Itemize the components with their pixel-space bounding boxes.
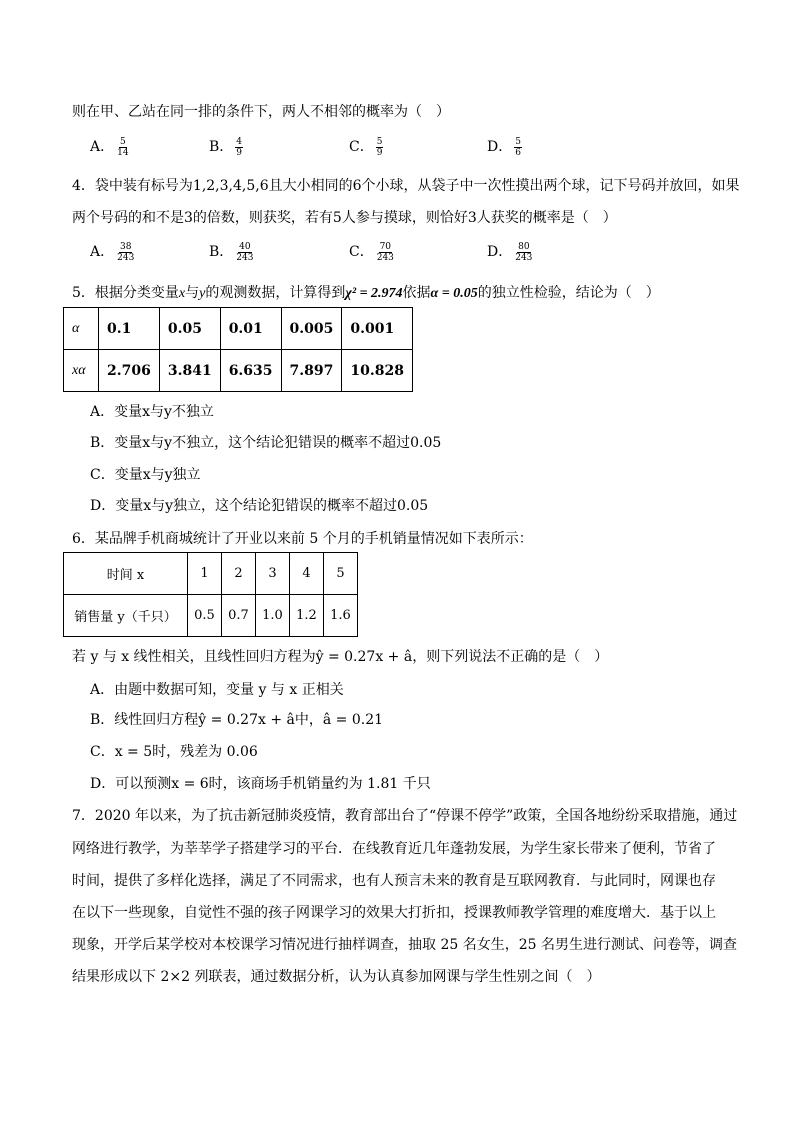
q3-option-d <box>487 136 522 158</box>
table-cell: 1.0 <box>256 595 290 637</box>
q6-option-a: A．由题中数据可知，变量 y 与 x 正相关 <box>90 682 344 698</box>
table-cell: 3.841 <box>159 350 220 392</box>
table-cell: 1.6 <box>324 595 358 637</box>
table-cell: 0.5 <box>188 595 222 637</box>
q4-line-1: 4．袋中装有标号为1,2,3,4,5,6且大小相同的6个小球，从袋子中一次性摸出两个球，记下号码并放回，如果 <box>72 178 740 194</box>
table-cell: 0.1 <box>99 308 160 350</box>
fraction: $\frac{5}{6}$ <box>515 136 521 158</box>
q6-option-b: B．线性回归方程ŷ = 0.27x + â中，â = 0.21 <box>90 712 384 728</box>
table-cell: 4 <box>290 553 324 595</box>
q7-line-2: 网络进行教学，为莘莘学子搭建学习的平台．在线教育近几年蓬勃发展，为学生家长带来了便利，节省了 <box>72 841 716 857</box>
option-label: B． <box>209 139 234 155</box>
table-cell: 7.897 <box>281 350 342 392</box>
table-cell: 销售量 y（千只） <box>64 595 188 637</box>
q5-critical-value-table <box>63 307 413 392</box>
q6-option-d: D．可以预测x = 6时，该商场手机销量约为 1.81 千只 <box>90 776 431 792</box>
fraction: $\frac{5}{14}$ <box>117 136 129 158</box>
fraction: $\frac{38}{243}$ <box>117 241 135 263</box>
table-cell: 0.005 <box>281 308 342 350</box>
q5-stem: 5．根据分类变量x与y的观测数据，计算得到χ² = 2.974依据α = 0.05的独立性检验，结论为（ ） <box>72 285 660 301</box>
table-cell: α <box>64 308 99 350</box>
table-cell: 0.05 <box>159 308 220 350</box>
q7-line-5: 现象，开学后某学校对本校课学习情况进行抽样调查，抽取 25 名女生，25 名男生进行测试、问卷等，调查 <box>72 937 737 953</box>
table-cell: xα <box>64 350 99 392</box>
fraction: $\frac{4}{9}$ <box>236 136 243 158</box>
table-row <box>64 595 358 637</box>
table-row <box>64 350 413 392</box>
option-label: D． <box>487 139 513 155</box>
fraction: $\frac{40}{243}$ <box>236 241 254 263</box>
table-cell: 1 <box>188 553 222 595</box>
table-cell: 0.001 <box>342 308 413 350</box>
q6-after-table: 若 y 与 x 线性相关，且线性回归方程为ŷ = 0.27x + â，则下列说法不正确的是（ ） <box>72 649 609 665</box>
q4-line-2: 两个号码的和不是3的倍数，则获奖，若有5人参与摸球，则恰好3人获奖的概率是（ ） <box>72 210 617 226</box>
table-cell: 5 <box>324 553 358 595</box>
fraction: $\frac{80}{243}$ <box>515 241 533 263</box>
q4-option-c <box>349 241 395 263</box>
table-cell: 时间 x <box>64 553 188 595</box>
q5-option-b: B．变量x与y不独立，这个结论犯错误的概率不超过0.05 <box>90 435 442 451</box>
table-cell: 0.01 <box>220 308 281 350</box>
q6-sales-table <box>63 552 358 637</box>
q7-line-1: 7．2020 年以来，为了抗击新冠肺炎疫情，教育部出台了“停课不停学”政策，全国各地纷纷采取措施，通过 <box>72 808 738 824</box>
q3-option-b <box>209 136 243 158</box>
q4-option-a <box>90 241 135 263</box>
q4-option-d <box>487 241 533 263</box>
table-cell: 0.7 <box>222 595 256 637</box>
option-label: C． <box>349 139 374 155</box>
q7-line-4: 在以下一些现象，自觉性不强的孩子网课学习的效果大打折扣，授课教师教学管理的难度增大．基于以上 <box>72 905 716 921</box>
q6-stem: 6．某品牌手机商城统计了开业以来前 5 个月的手机销量情况如下表所示： <box>72 531 533 547</box>
q7-line-3: 时间，提供了多样化选择，满足了不同需求，也有人预言未来的教育是互联网教育．与此同时，网课也存 <box>72 873 716 889</box>
table-cell: 1.2 <box>290 595 324 637</box>
table-row <box>64 553 358 595</box>
q3-option-c <box>349 136 383 158</box>
option-label: D． <box>487 244 513 260</box>
q3-stem: 则在甲、乙站在同一排的条件下，两人不相邻的概率为（ ） <box>72 104 450 120</box>
q5-option-a: A．变量x与y不独立 <box>90 404 214 420</box>
table-row <box>64 308 413 350</box>
fraction: $\frac{70}{243}$ <box>376 241 394 263</box>
option-label: B． <box>209 244 234 260</box>
table-cell: 2 <box>222 553 256 595</box>
table-cell: 6.635 <box>220 350 281 392</box>
q5-option-d: D．变量x与y独立，这个结论犯错误的概率不超过0.05 <box>90 498 429 514</box>
q5-option-c: C．变量x与y独立 <box>90 467 201 483</box>
q3-option-a <box>90 136 130 158</box>
table-cell: 2.706 <box>99 350 160 392</box>
q6-option-c: C．x = 5时，残差为 0.06 <box>90 744 258 760</box>
option-label: C． <box>349 244 374 260</box>
q7-line-6: 结果形成以下 2×2 列联表，通过数据分析，认为认真参加网课与学生性别之间（ ） <box>72 969 601 985</box>
q4-option-b <box>209 241 254 263</box>
option-label: A． <box>90 139 115 155</box>
fraction: $\frac{5}{9}$ <box>376 136 383 158</box>
option-label: A． <box>90 244 115 260</box>
table-cell: 10.828 <box>342 350 413 392</box>
table-cell: 3 <box>256 553 290 595</box>
